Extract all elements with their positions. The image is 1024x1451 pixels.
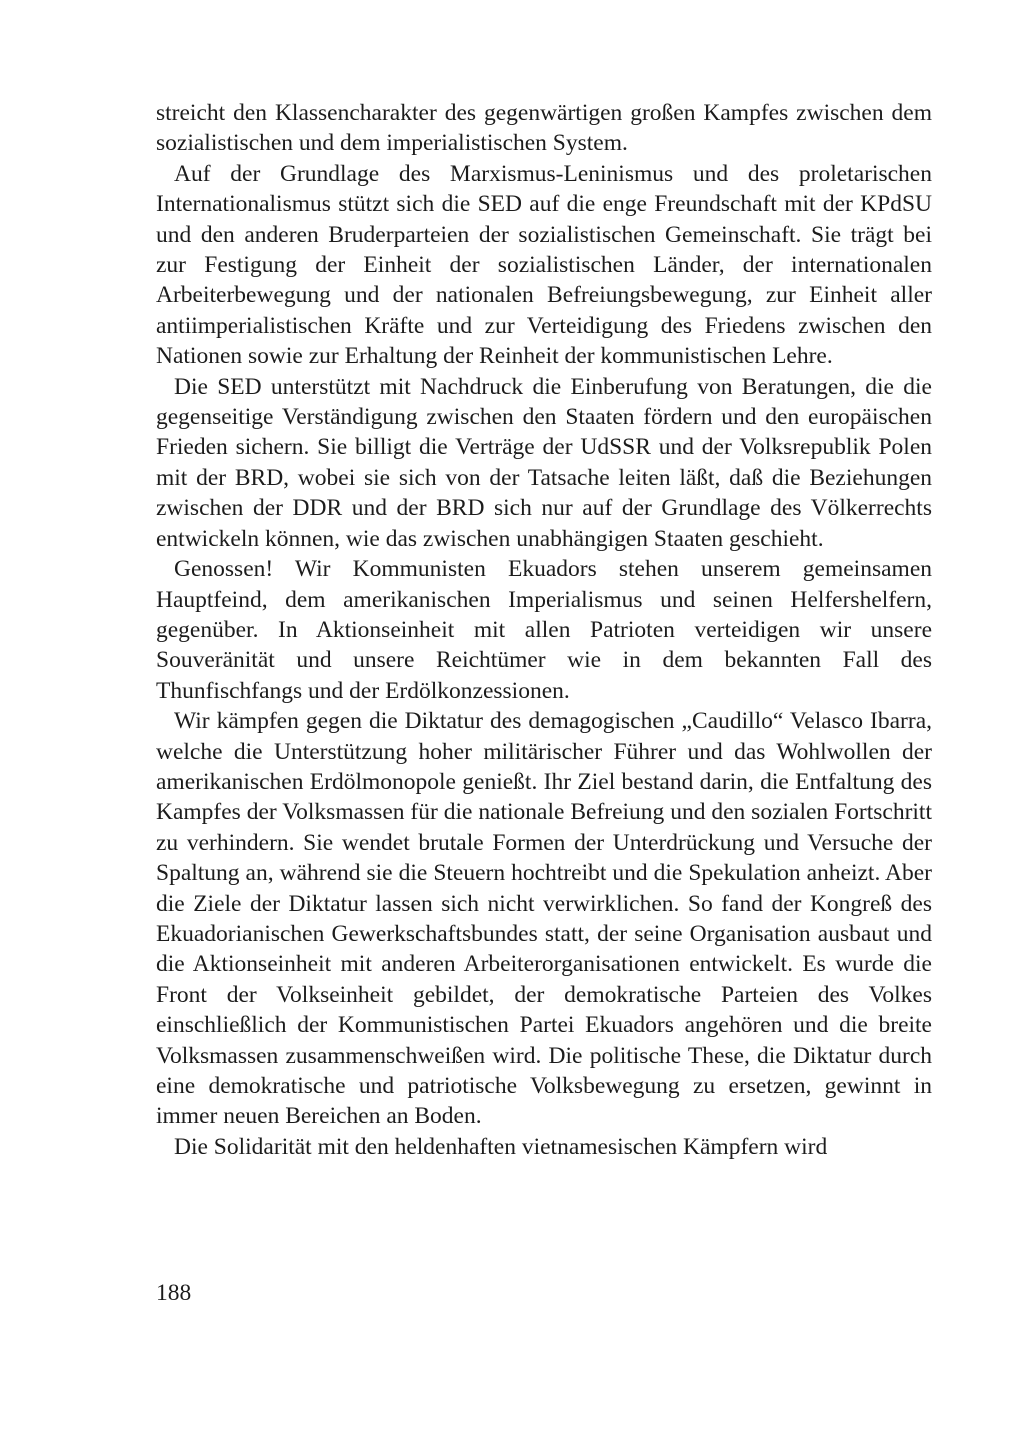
paragraph: streicht den Klassencharakter des gegenwärtigen großen Kampfes zwischen dem sozialistischen und dem imperialistischen System. (156, 100, 932, 157)
page-number: 188 (156, 1280, 192, 1306)
paragraph: Genossen! Wir Kommunisten Ekuadors stehen unserem gemeinsamen Hauptfeind, dem amerikanischen Imperialismus und seinen Helfershelfern, gegenüber. In Aktionseinheit mit allen Patrioten verteidigen wir unsere Souveränität und unsere Reichtümer wie in dem bekannten Fall des Thunfischfangs und der Erdölkonzessionen. (156, 556, 932, 704)
paragraph: Wir kämpfen gegen die Diktatur des demagogischen „Caudillo“ Velasco Ibarra, welche die Unterstützung hoher militärischer Führer und das Wohlwollen der amerikanischen Erdölmonopole genießt. Ihr Ziel bestand darin, die Entfaltung des Kampfes der Volksmassen für die nationale Befreiung und den sozialen Fortschritt zu verhindern. Sie wendet brutale Formen der Unterdrückung und Versuche der Spaltung an, während sie die Steuern hochtreibt und die Spekulation anheizt. Aber die Ziele der Diktatur lassen sich nicht verwirklichen. So fand der Kongreß des Ekuadorianischen Gewerkschaftsbundes statt, der seine Organisation ausbaut und die Aktionseinheit mit anderen Arbeiterorganisationen entwickelt. Es wurde die Front der Volkseinheit gebildet, der demokratische Parteien des Volkes einschließlich der Kommunistischen Partei Ekuadors angehören und die breite Volksmassen zusammenschweißen wird. Die politische These, die Diktatur durch eine demokratische und patriotische Volksbewegung zu ersetzen, gewinnt in immer neuen Bereichen an Boden. (156, 708, 932, 1130)
body-text (156, 98, 932, 1162)
paragraph: Die Solidarität mit den heldenhaften vietnamesischen Kämpfern wird (174, 1133, 828, 1160)
paragraph: Auf der Grundlage des Marxismus-Leninismus und des proletarischen Internationalismus stützt sich die SED auf die enge Freundschaft mit der KPdSU und den anderen Bruderparteien der sozialistischen Gemeinschaft. Sie trägt bei zur Festigung der Einheit der sozialistischen Länder, der internationalen Arbeiterbewegung und der nationalen Befreiungsbewegung, zur Einheit aller antiimperialistischen Kräfte und zur Verteidigung des Friedens zwischen den Nationen sowie zur Erhaltung der Reinheit der kommunistischen Lehre. (156, 160, 932, 370)
paragraph: Die SED unterstützt mit Nachdruck die Einberufung von Beratungen, die die gegenseitige Verständigung zwischen den Staaten fördern und den europäischen Frieden sichern. Sie billigt die Verträge der UdSSR und der Volksrepublik Polen mit der BRD, wobei sie sich von der Tatsache leiten läßt, daß die Beziehungen zwischen der DDR und der BRD sich nur auf der Grundlage des Völkerrechts entwickeln können, wie das zwischen unabhängigen Staaten geschieht. (156, 373, 932, 552)
